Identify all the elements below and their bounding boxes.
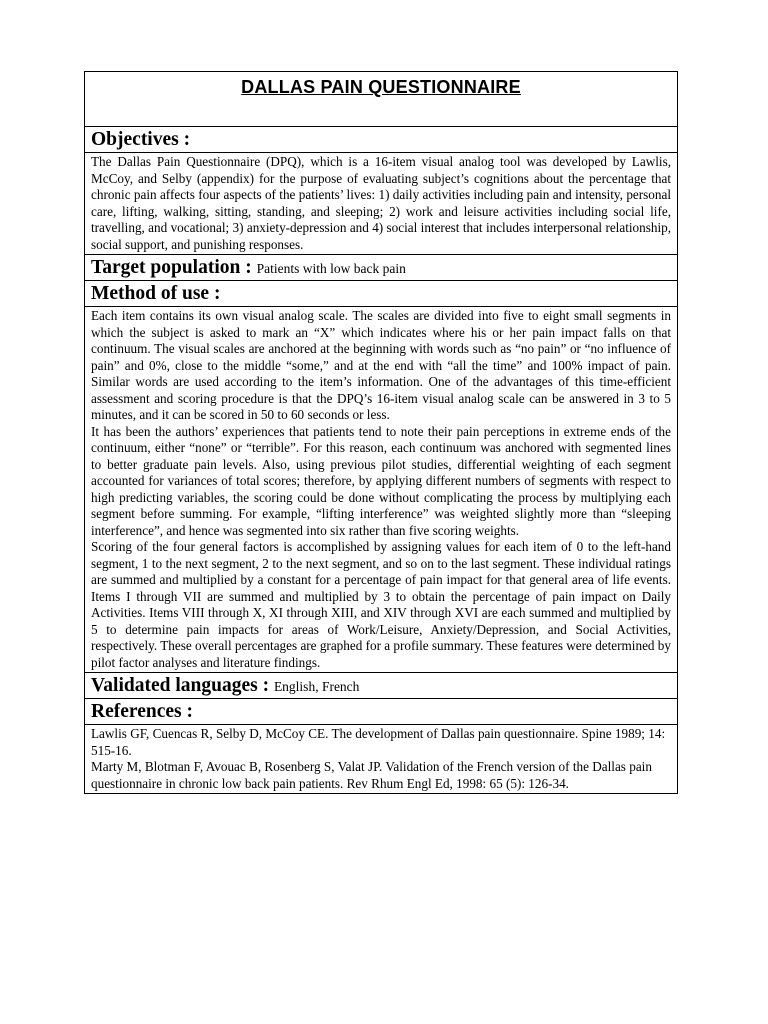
- objectives-heading-row: [85, 126, 677, 152]
- title-row: [85, 72, 677, 126]
- document-title: DALLAS PAIN QUESTIONNAIRE: [241, 77, 521, 97]
- method-paragraph: Each item contains its own visual analog scale. The scales are divided into five to eight small segments in which the subject is asked to mark an “X” which indicates where his or her pain impact falls on that continuum. The visual scales are anchored at the beginning with words such as “no pain” or “no influence of pain” and 0%, close to the middle “some,” and at the end with “all the time” and 100% impact of pain. Similar words are used according to the item’s information. One of the advantages of this time-efficient assessment and scoring procedure is that the DPQ’s 16-item visual analog scale can be answered in 3 to 5 minutes, and it can be scored in 50 to 60 seconds or less.: [91, 308, 671, 422]
- validated-languages-value: English, French: [273, 679, 360, 694]
- references-body-row: [85, 724, 677, 793]
- references-heading-row: [85, 698, 677, 724]
- objectives-heading: Objectives :: [91, 129, 191, 150]
- target-population-row: [85, 254, 677, 280]
- method-of-use-heading-row: [85, 280, 677, 306]
- objectives-body-row: [85, 152, 677, 254]
- method-paragraph: It has been the authors’ experiences that patients tend to note their pain perceptions in extreme ends of the continuum, either “none” or “terrible”. For this reason, each continuum was anchored with segmented lines to better graduate pain levels. Also, using previous pilot studies, differential weighting of each segment accounted for variances of total scores; therefore, by applying different numbers of segments with respect to high predicting variables, the scoring could be done without complicating the process by multiplying each segment before summing. For example, “lifting interference” was weighted slightly more than “sleeping interference”, and hence was segmented into six rather than five scoring weights.: [91, 423, 671, 538]
- target-population-heading: Target population :: [91, 257, 252, 278]
- reference-item: Marty M, Blotman F, Avouac B, Rosenberg S, Valat JP. Validation of the French version of the Dallas pain questionnaire in chronic low back pain patients. Rev Rhum Engl Ed, 1998: 65 (5): 126-34.: [91, 759, 652, 791]
- objectives-text: The Dallas Pain Questionnaire (DPQ), which is a 16-item visual analog tool was developed by Lawlis, McCoy, and Selby (appendix) for the purpose of evaluating subject’s cognitions about the percentage that chronic pain affects four aspects of the patients’ lives: 1) daily activities including pain and intensity, personal care, lifting, walking, sitting, standing, and sleeping; 2) work and leisure activities including social life, travelling, and vocational; 3) anxiety-depression and 4) social interest that includes interpersonal relationship, social support, and punishing responses.: [91, 154, 671, 252]
- references-heading: References :: [91, 701, 193, 722]
- validated-languages-heading: Validated languages :: [91, 675, 270, 696]
- reference-item: Lawlis GF, Cuencas R, Selby D, McCoy CE. The development of Dallas pain questionnaire. Spine 1989; 14: 515-16.: [91, 726, 666, 758]
- method-paragraph: Scoring of the four general factors is accomplished by assigning values for each item of 0 to the left-hand segment, 1 to the next segment, 2 to the next segment, and so on to the last segment. These individual ratings are summed and multiplied by a constant for a percentage of pain impact for that general area of life events. Items I through VII are summed and multiplied by 3 to obtain the percentage of pain impact on Daily Activities. Items VIII through X, XI through XIII, and XIV through XVI are each summed and multiplied by 5 to determine pain impacts for areas of Work/Leisure, Anxiety/Depression, and Social Activities, respectively. These overall percentages are graphed for a profile summary. These features were determined by pilot factor analyses and literature findings.: [91, 539, 671, 670]
- validated-languages-row: [85, 672, 677, 698]
- questionnaire-sheet: [84, 71, 678, 794]
- method-of-use-body-row: [85, 306, 677, 672]
- method-of-use-heading: Method of use :: [91, 283, 221, 304]
- target-population-value: Patients with low back pain: [256, 261, 406, 276]
